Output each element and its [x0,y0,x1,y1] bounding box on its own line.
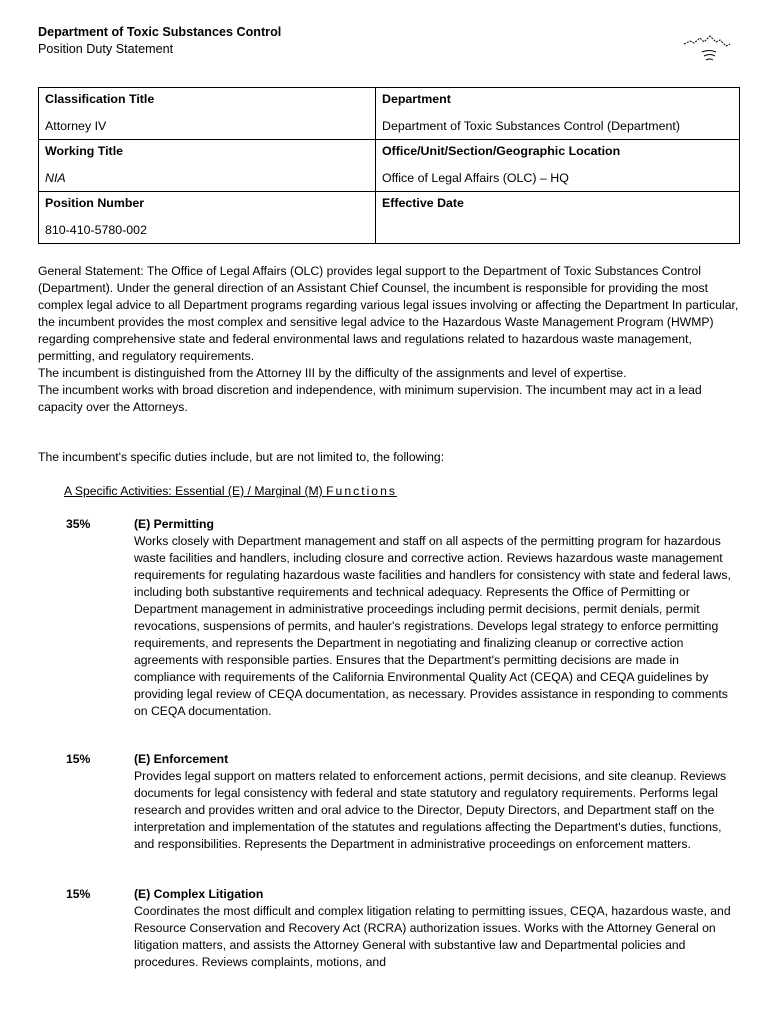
duty-title: (E) Complex Litigation [134,887,264,901]
duty-percent: 15% [66,887,91,901]
duty-text: Provides legal support on matters related to enforcement actions, permit decisions, and site cleanup. Reviews documents for legal consistency with federal and state statutory and regulatory requirements. Performs legal research and provides written and oral advice to the Director, Deputy Directors, and Department staff on the interpretation and implementation of the statutes and regulations affecting the Department's duties, functions, and responsibilities. Represents the Department in administrative proceedings on enforcement matters. [134,769,727,851]
position-number-label: Position Number [45,196,145,210]
general-statement-paragraph: General Statement: The Office of Legal Affairs (OLC) provides legal support to the Department of Toxic Substances Control (Department). Under the general direction of an Assistant Chief Counsel, the incumbent is responsible for providing the most complex legal advice to all Department programs regarding various legal issues involving or affecting the Department In particular, the incumbent provides the most complex and sensitive legal advice to the Hazardous Waste Management Program (HWMP) regarding comprehensive state and federal environmental laws and regulations related to hazardous waste management, permitting, and regulatory requirements. [38,264,739,363]
department-value: Department of Toxic Substances Control (Department) [382,119,680,133]
classification-cell [39,88,376,140]
classification-value: Attorney IV [45,119,107,133]
duty-text: Works closely with Department management and staff on all aspects of the permitting program for hazardous waste facilities and handlers, including closure and corrective action. Reviews hazardous waste management requirements for regulating hazardous waste facilities and handlers for consistency with state and federal laws, including both substantive requirements and technical adequacy. Represents the Office of Permitting or Department management in administrative proceedings including permit decisions, permit denials, permit revocations, suspensions of permits, and hauler's registrations. Develops legal strategy to enforce permitting requirements, and represents the Department in negotiating and finalizing cleanup or corrective action agreements with responsible parties. Ensures that the Department's permitting decisions are made in compliance with requirements of the California Environmental Quality Act (CEQA) and CEQA guidelines by providing legal review of CEQA documentation, as necessary. Provides assistance in responding to comments on CEQA documentation. [134,534,731,718]
section-heading-prefix: A Specific Activities: Essential (E) / Marginal (M) [64,484,327,498]
working-title-label: Working Title [45,144,124,158]
duty-body [134,751,742,853]
duties-intro: The incumbent's specific duties include, but are not limited to, the following: [38,450,445,464]
duty-body [134,516,742,720]
effective-date-cell [376,192,740,244]
office-label: Office/Unit/Section/Geographic Location [382,144,621,158]
document-subtitle: Position Duty Statement [38,42,174,56]
general-statement [38,263,742,416]
distinction-paragraph: The incumbent is distinguished from the Attorney III by the difficulty of the assignments and level of expertise. [38,366,627,380]
department-label: Department [382,92,451,106]
office-value: Office of Legal Affairs (OLC) – HQ [382,171,569,185]
classification-label: Classification Title [45,92,155,106]
duty-text: Coordinates the most difficult and complex litigation relating to permitting issues, CEQA, hazardous waste, and Resource Conservation and Recovery Act (RCRA) authorization issues. Works with the Attorney General on litigation matters, and assists the Attorney General with substantive law and Departmental policies and procedures. Reviews complaints, motions, and [134,904,731,969]
position-info-table [38,87,740,244]
working-title-value: NIA [45,171,66,185]
section-heading [64,483,397,500]
department-cell [376,88,740,140]
duty-body [134,886,742,971]
position-number-value: 810-410-5780-002 [45,223,147,237]
section-heading-suffix: Functions [326,484,397,498]
working-title-cell [39,140,376,192]
discretion-paragraph: The incumbent works with broad discretion and independence, with minimum supervision. The incumbent may act in a lead capacity over the Attorneys. [38,383,702,414]
position-number-cell [39,192,376,244]
duty-title: (E) Enforcement [134,752,229,766]
dtsc-logo-icon [682,30,734,70]
duty-title: (E) Permitting [134,517,214,531]
duty-percent: 35% [66,517,91,531]
office-cell [376,140,740,192]
department-title: Department of Toxic Substances Control [38,25,282,39]
effective-date-label: Effective Date [382,196,464,210]
document-header [38,24,742,58]
duty-percent: 15% [66,752,91,766]
